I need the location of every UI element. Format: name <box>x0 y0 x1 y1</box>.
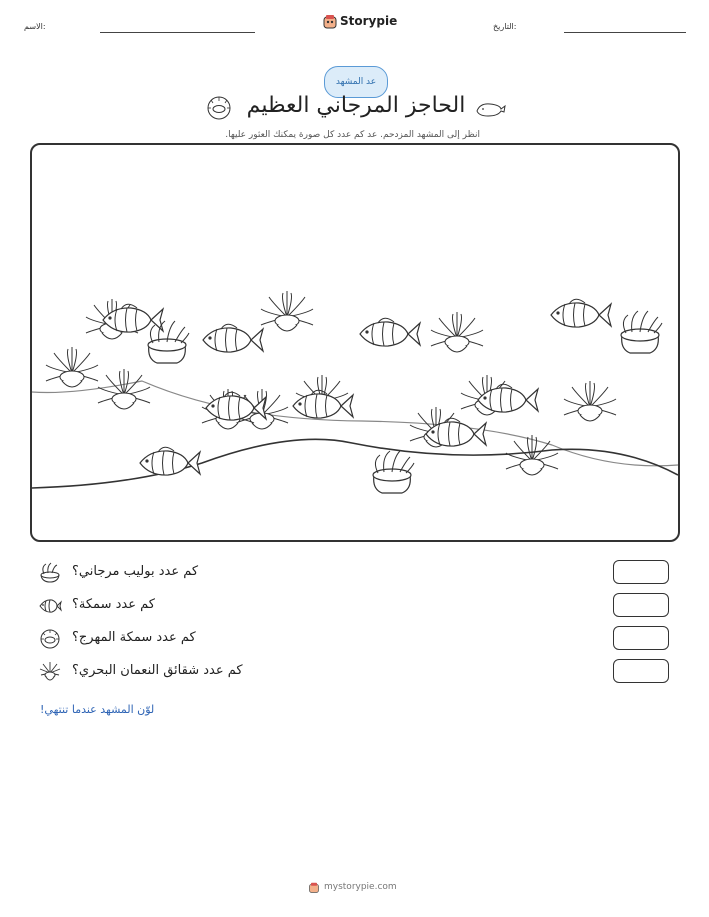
question-row-3 <box>30 626 680 652</box>
brand-logo <box>322 12 398 32</box>
storypie-mascot-icon <box>308 882 320 894</box>
answer-box[interactable] <box>613 560 669 584</box>
reef-scene <box>30 143 680 542</box>
title-row <box>200 93 510 125</box>
question-text: كم عدد شقائق النعمان البحري؟ <box>72 663 243 678</box>
name-line[interactable] <box>100 32 255 33</box>
clownfish-icon <box>202 95 236 121</box>
name-label: الاسم: <box>24 22 46 31</box>
fish-icon <box>38 594 62 618</box>
activity-badge: عد المشهد <box>324 66 388 98</box>
whale-icon <box>474 99 506 119</box>
coral-polyp-icon <box>38 561 62 585</box>
question-row-4 <box>30 659 680 685</box>
footer-url[interactable]: mystorypie.com <box>324 882 397 892</box>
storypie-mascot-icon <box>322 14 338 30</box>
question-text: كم عدد سمكة المهرج؟ <box>72 630 196 645</box>
question-row-2 <box>30 593 680 619</box>
answer-box[interactable] <box>613 626 669 650</box>
question-row-1 <box>30 560 680 586</box>
date-line[interactable] <box>564 32 686 33</box>
question-text: كم عدد سمكة؟ <box>72 597 155 612</box>
brand-name: Storypie <box>340 14 398 28</box>
instructions: انظر إلى المشهد المزدحم. عد كم عدد كل صورة يمكنك العثور عليها. <box>225 130 480 140</box>
answer-box[interactable] <box>613 659 669 683</box>
clownfish-icon <box>38 627 62 651</box>
reef-scene-drawing <box>32 145 678 540</box>
page-title: الحاجز المرجاني العظيم <box>246 93 466 118</box>
question-text: كم عدد بوليب مرجاني؟ <box>72 564 199 579</box>
sea-anemone-icon <box>38 660 62 684</box>
answer-box[interactable] <box>613 593 669 617</box>
color-note: لوّن المشهد عندما تنتهي! <box>40 703 155 716</box>
footer <box>308 880 418 896</box>
date-label: التاريخ: <box>493 22 517 31</box>
